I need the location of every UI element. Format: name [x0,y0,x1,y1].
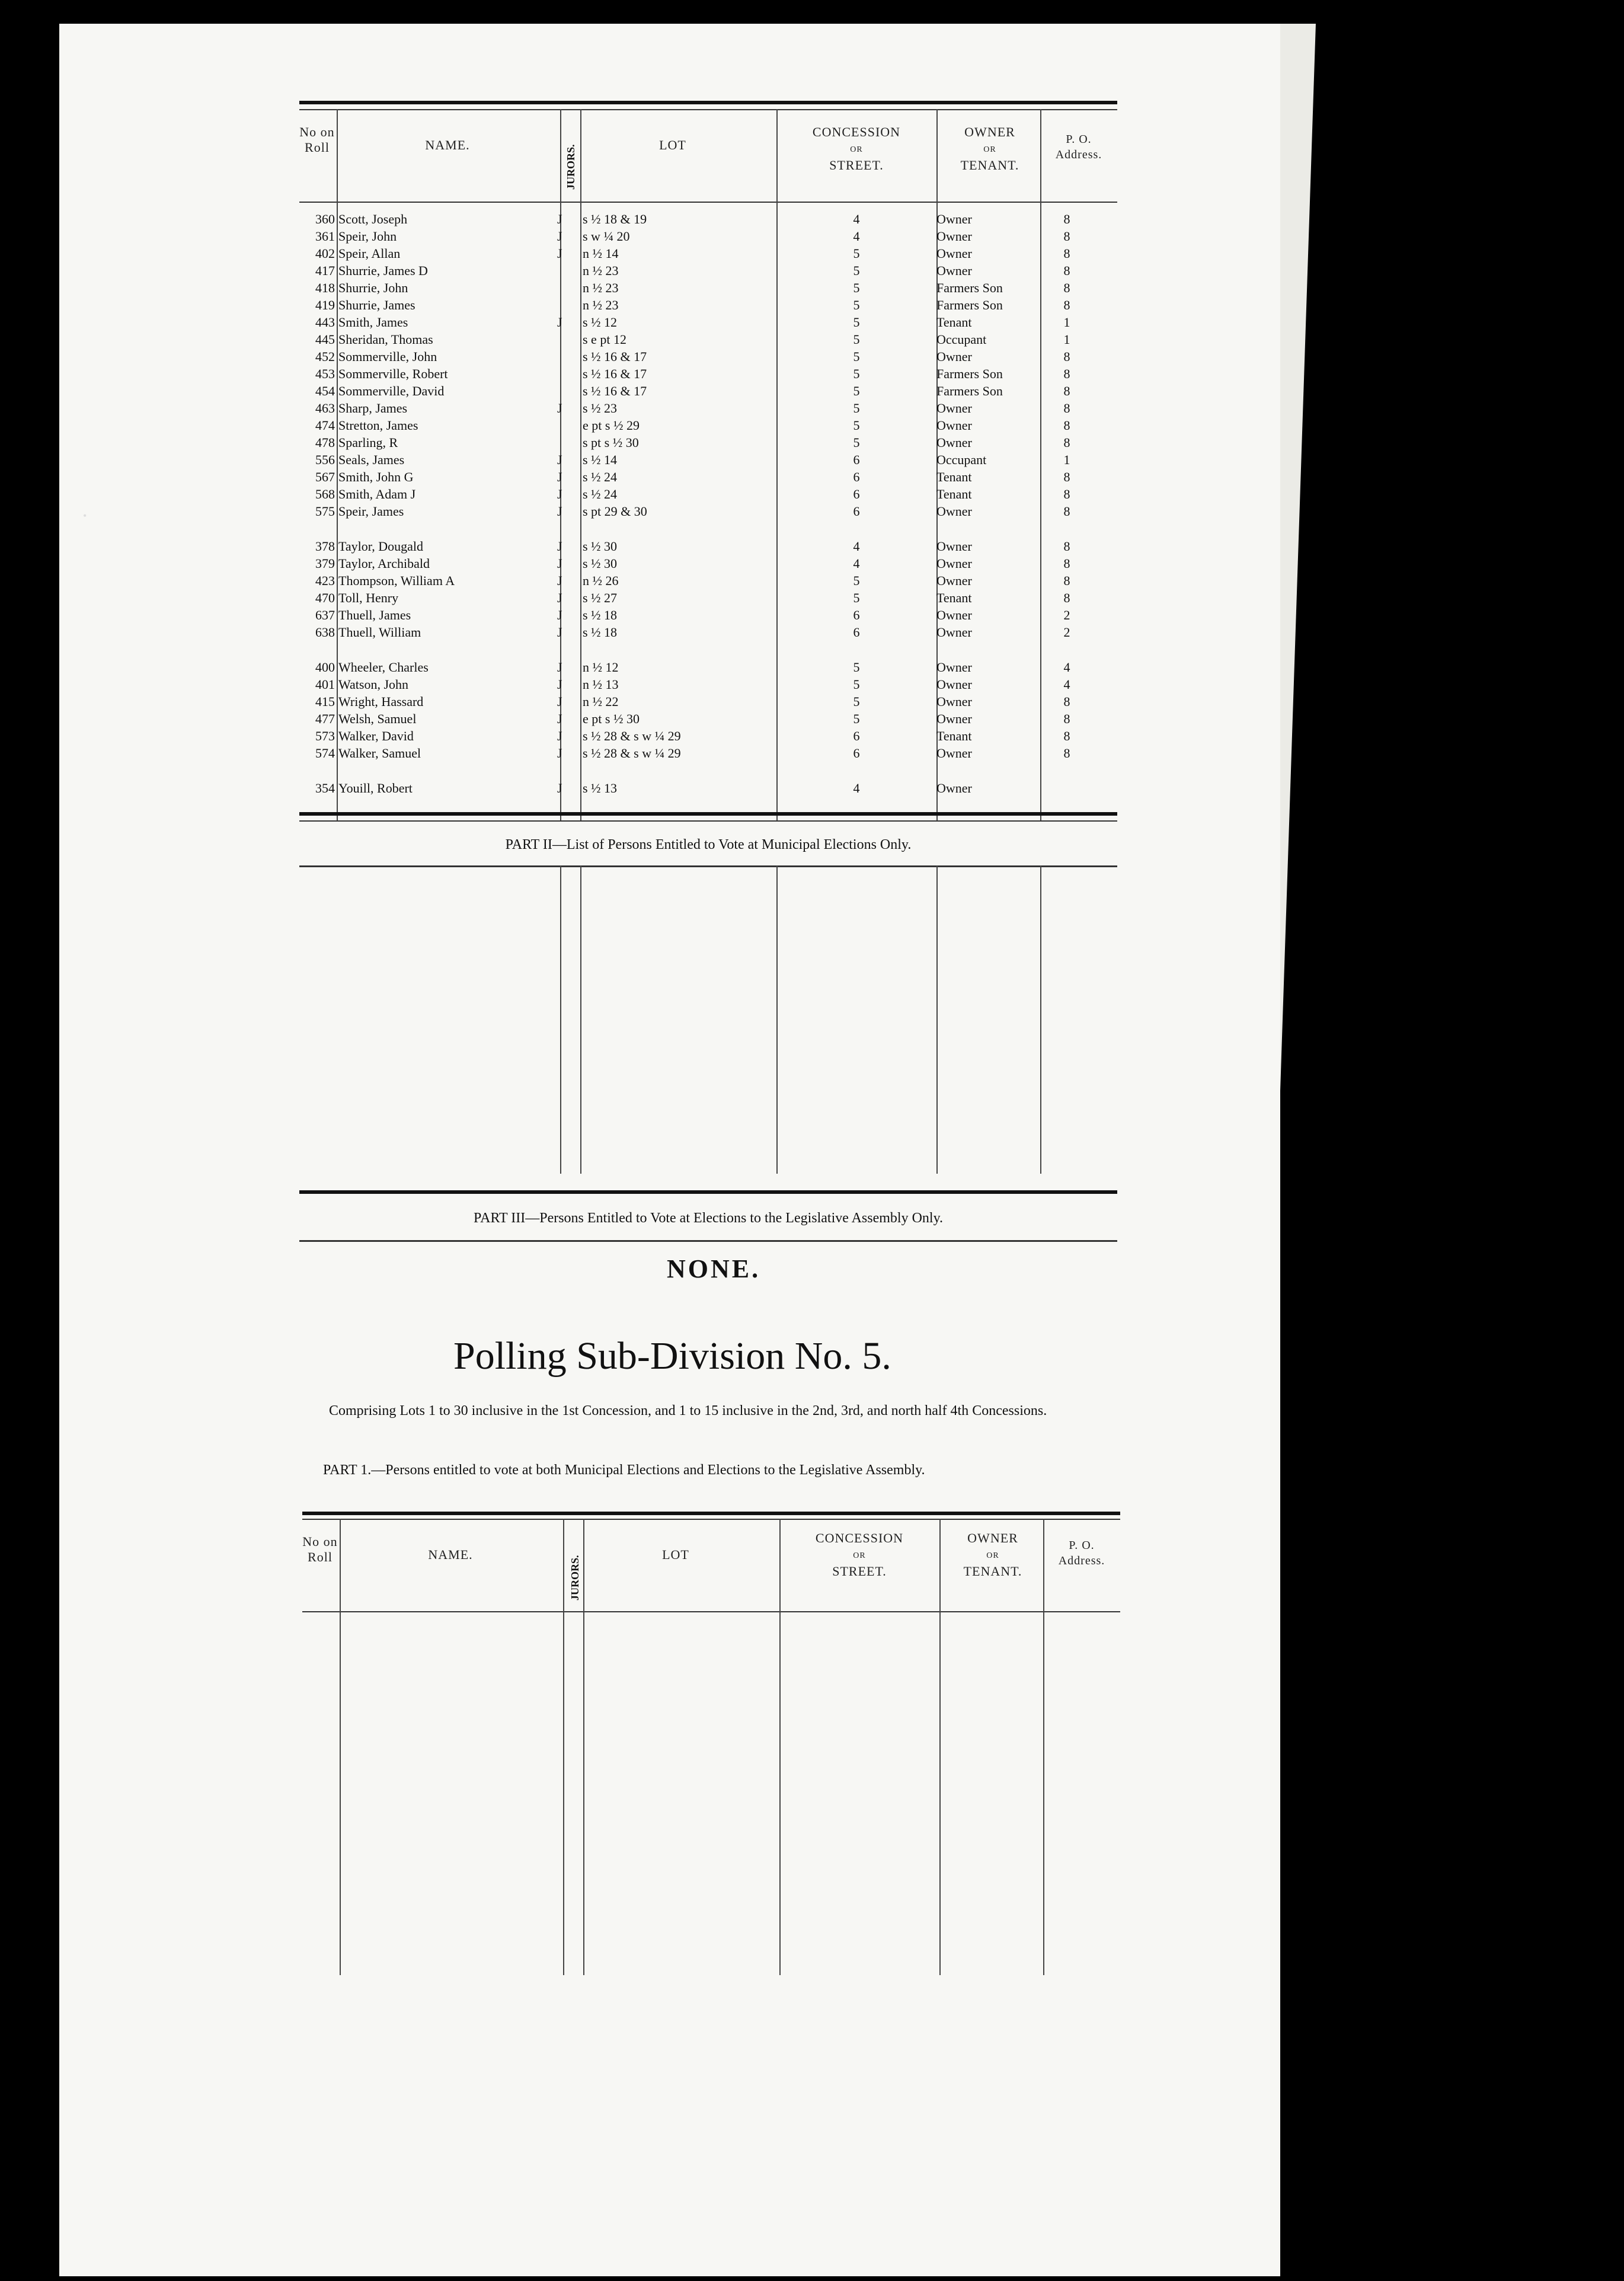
part-2-title: PART II—List of Persons Entitled to Vote at Municipal Elections Only. [505,837,912,852]
roll-number: 568 [315,487,335,501]
lot: s ½ 16 & 17 [583,349,647,364]
col-divider [1043,1519,1044,1975]
header-concession [779,124,934,173]
concession: 5 [853,366,860,381]
owner-tenant: Owner [936,746,972,761]
header-name: NAME. [428,1547,473,1562]
po-address: 8 [1063,384,1070,398]
roll-number: 454 [315,384,335,398]
po-address: 8 [1063,504,1070,519]
roll-number: 419 [315,298,335,312]
voter-name: Shurrie, James [338,298,415,312]
po-address: 8 [1063,556,1070,571]
header-rule [299,202,1117,203]
roll-number: 418 [315,280,335,295]
header-owner-tenant [942,1531,1043,1579]
voter-name: Sharp, James [338,401,408,416]
roll-number: 361 [315,229,335,244]
header-jurors: JURORS. [565,144,577,190]
po-address: 8 [1063,573,1070,588]
owner-tenant: Owner [936,573,972,588]
lot: n ½ 23 [583,298,619,312]
table-top-rule [302,1512,1120,1515]
owner-tenant: Owner [936,660,972,675]
concession: 6 [853,504,860,519]
lot: s ½ 18 & 19 [583,212,647,226]
lot: s ½ 30 [583,556,618,571]
concession: 5 [853,418,860,433]
roll-number: 445 [315,332,335,347]
voter-name: Wright, Hassard [338,694,424,709]
po-address: 2 [1063,608,1070,622]
lot: n ½ 14 [583,246,619,261]
concession: 4 [853,539,860,554]
owner-tenant: Owner [936,625,972,640]
col-divider [340,1519,341,1975]
po-address: 1 [1063,332,1070,347]
roll-number: 354 [315,781,335,796]
lot: s pt s ½ 30 [583,435,639,450]
juror-mark: J [557,315,562,330]
lot: s pt 29 & 30 [583,504,647,519]
po-address: 1 [1063,315,1070,330]
voter-name: Stretton, James [338,418,418,433]
roll-number: 417 [315,263,335,278]
roll-number: 574 [315,746,335,761]
po-address: 8 [1063,401,1070,416]
concession: 6 [853,608,860,622]
voter-name: Speir, John [338,229,397,244]
juror-mark: J [557,487,562,501]
header-street: STREET. [829,158,884,172]
col-divider [939,1519,941,1975]
voter-name: Thompson, William A [338,573,455,588]
voter-name: Toll, Henry [338,590,399,605]
owner-tenant: Farmers Son [936,384,1003,398]
concession: 5 [853,590,860,605]
po-address: 8 [1063,229,1070,244]
col-divider [560,865,561,1174]
owner-tenant: Occupant [936,332,987,347]
owner-tenant: Owner [936,781,972,796]
voter-name: Sommerville, Robert [338,366,448,381]
owner-tenant: Owner [936,694,972,709]
concession: 6 [853,487,860,501]
lot: n ½ 23 [583,263,619,278]
po-address: 2 [1063,625,1070,640]
po-address: 8 [1063,711,1070,726]
juror-mark: J [557,452,562,467]
roll-number: 478 [315,435,335,450]
owner-tenant: Owner [936,349,972,364]
table-top-rule-2 [302,1519,1120,1520]
po-address: 1 [1063,452,1070,467]
owner-tenant: Owner [936,435,972,450]
roll-number: 567 [315,469,335,484]
concession: 5 [853,660,860,675]
juror-mark: J [557,729,562,743]
roll-number: 573 [315,729,335,743]
po-address: 4 [1063,660,1070,675]
juror-mark: J [557,539,562,554]
concession: 6 [853,469,860,484]
voter-name: Walker, Samuel [338,746,421,761]
col-divider [776,109,778,820]
lot: e pt s ½ 29 [583,418,640,433]
voter-name: Seals, James [338,452,405,467]
lot: e pt s ½ 30 [583,711,640,726]
juror-mark: J [557,781,562,796]
juror-mark: J [557,401,562,416]
po-address: 8 [1063,694,1070,709]
header-no-on-roll: No on Roll [302,1534,338,1564]
header-or-2: OR [983,145,996,154]
roll-number: 575 [315,504,335,519]
owner-tenant: Owner [936,263,972,278]
table-top-rule-2 [299,109,1117,110]
voters-table-subdivision-5 [302,1512,1120,1986]
owner-tenant: Owner [936,711,972,726]
concession: 5 [853,349,860,364]
owner-tenant: Farmers Son [936,298,1003,312]
lot: n ½ 22 [583,694,619,709]
col-divider [580,109,581,820]
po-address: 8 [1063,366,1070,381]
header-rule [302,1611,1120,1612]
header-no-on-roll: No on Roll [299,124,335,155]
lot: s ½ 12 [583,315,618,330]
voter-name: Sheridan, Thomas [338,332,433,347]
owner-tenant: Owner [936,539,972,554]
lot: s ½ 18 [583,608,618,622]
po-address: 8 [1063,246,1070,261]
concession: 5 [853,573,860,588]
lot: s w ¼ 20 [583,229,630,244]
owner-tenant: Farmers Son [936,280,1003,295]
concession: 5 [853,280,860,295]
concession: 5 [853,694,860,709]
voter-name: Smith, Adam J [338,487,416,501]
col-divider [1040,865,1041,1174]
owner-tenant: Owner [936,504,972,519]
roll-number: 638 [315,625,335,640]
col-divider [337,109,338,820]
owner-tenant: Tenant [936,469,972,484]
voter-name: Speir, Allan [338,246,401,261]
voter-name: Watson, John [338,677,409,692]
juror-mark: J [557,660,562,675]
part-2-top-rule [299,865,1117,867]
concession: 4 [853,229,860,244]
none-heading: NONE. [667,1254,761,1283]
subdivision-title: Polling Sub-Division No. 5. [453,1334,891,1378]
folded-page-edge [1280,24,1316,1091]
col-divider [580,865,581,1174]
po-address: 8 [1063,349,1070,364]
juror-mark: J [557,469,562,484]
roll-number: 463 [315,401,335,416]
owner-tenant: Owner [936,212,972,226]
table-bottom-rule [299,812,1117,816]
po-address: 8 [1063,212,1070,226]
concession: 4 [853,781,860,796]
voter-name: Taylor, Dougald [338,539,423,554]
roll-number: 379 [315,556,335,571]
po-address: 8 [1063,539,1070,554]
lot: n ½ 23 [583,280,619,295]
roll-number: 556 [315,452,335,467]
lot: s ½ 16 & 17 [583,366,647,381]
roll-number: 474 [315,418,335,433]
concession: 4 [853,212,860,226]
po-address: 8 [1063,746,1070,761]
voter-name: Walker, David [338,729,414,743]
concession: 6 [853,729,860,743]
lot: s ½ 23 [583,401,618,416]
concession: 5 [853,332,860,347]
roll-number: 452 [315,349,335,364]
col-divider [1040,109,1041,820]
header-owner: OWNER [964,124,1015,139]
voter-name: Smith, James [338,315,408,330]
voter-name: Welsh, Samuel [338,711,417,726]
concession: 5 [853,711,860,726]
owner-tenant: Owner [936,608,972,622]
part-2-bottom-rule [299,1190,1117,1194]
header-tenant: TENANT. [960,158,1019,172]
voters-table-part-2 [299,865,1117,1197]
po-address: 4 [1063,677,1070,692]
po-address: 8 [1063,469,1070,484]
owner-tenant: Owner [936,229,972,244]
juror-mark: J [557,556,562,571]
header-jurors: JURORS. [569,1555,581,1600]
roll-number: 401 [315,677,335,692]
lot: s e pt 12 [583,332,626,347]
lot: s ½ 18 [583,625,618,640]
owner-tenant: Owner [936,418,972,433]
voter-name: Sparling, R [338,435,398,450]
header-address: Address. [1058,1554,1105,1567]
po-address: 8 [1063,435,1070,450]
voter-name: Youill, Robert [338,781,413,796]
po-address: 8 [1063,263,1070,278]
lot: s ½ 27 [583,590,618,605]
owner-tenant: Tenant [936,315,972,330]
lot: s ½ 28 & s w ¼ 29 [583,729,681,743]
header-or: OR [853,1551,866,1560]
voter-name: Scott, Joseph [338,212,408,226]
owner-tenant: Farmers Son [936,366,1003,381]
header-owner: OWNER [967,1531,1018,1545]
col-divider [776,865,778,1174]
lot: s ½ 14 [583,452,618,467]
concession: 5 [853,384,860,398]
concession: 6 [853,625,860,640]
concession: 5 [853,246,860,261]
roll-number: 470 [315,590,335,605]
juror-mark: J [557,504,562,519]
header-po: P. O. [1066,133,1092,146]
header-concession-label: CONCESSION [812,124,901,139]
table-bottom-rule-2 [299,820,1117,822]
po-address: 8 [1063,280,1070,295]
concession: 4 [853,556,860,571]
concession: 6 [853,746,860,761]
roll-number: 443 [315,315,335,330]
col-divider [779,1519,781,1975]
lot: s ½ 13 [583,781,618,796]
juror-mark: J [557,212,562,226]
voter-name: Thuell, William [338,625,421,640]
comprising-paragraph: Comprising Lots 1 to 30 inclusive in the 1st Concession, and 1 to 15 inclusive in the 2nd, 3rd, and north half 4th Concessions. [329,1403,1047,1419]
voter-name: Thuell, James [338,608,411,622]
table-top-rule [299,101,1117,104]
roll-number: 360 [315,212,335,226]
po-address: 8 [1063,729,1070,743]
juror-mark: J [557,677,562,692]
lot: n ½ 26 [583,573,619,588]
lot: s ½ 24 [583,487,618,501]
voter-name: Taylor, Archibald [338,556,430,571]
col-divider [563,1519,564,1975]
roll-number: 637 [315,608,335,622]
voter-name: Smith, John G [338,469,414,484]
header-name: NAME. [425,138,470,152]
juror-mark: J [557,608,562,622]
concession: 6 [853,452,860,467]
header-or-2: OR [986,1551,999,1560]
juror-mark: J [557,625,562,640]
header-address: Address. [1055,148,1102,161]
voter-name: Shurrie, John [338,280,408,295]
juror-mark: J [557,229,562,244]
juror-mark: J [557,694,562,709]
roll-number: 402 [315,246,335,261]
po-address: 8 [1063,590,1070,605]
roll-number: 378 [315,539,335,554]
po-address: 8 [1063,418,1070,433]
owner-tenant: Tenant [936,729,972,743]
header-owner-tenant [939,124,1040,173]
part-3-title: PART III—Persons Entitled to Vote at Elections to the Legislative Assembly Only. [473,1210,944,1226]
header-lot: LOT [659,138,686,152]
part-3-rule [299,1240,1117,1242]
part-1-title: PART 1.—Persons entitled to vote at both Municipal Elections and Elections to the Legislative Assembly. [323,1462,925,1478]
concession: 5 [853,315,860,330]
owner-tenant: Owner [936,401,972,416]
owner-tenant: Owner [936,246,972,261]
voter-name: Sommerville, David [338,384,445,398]
header-street: STREET. [832,1564,887,1579]
header-lot: LOT [662,1547,689,1562]
lot: n ½ 13 [583,677,619,692]
juror-mark: J [557,246,562,261]
voter-name: Sommerville, John [338,349,437,364]
header-po-address [1046,132,1111,162]
roll-number: 477 [315,711,335,726]
juror-mark: J [557,711,562,726]
po-address: 8 [1063,487,1070,501]
header-or: OR [850,145,863,154]
voter-name: Wheeler, Charles [338,660,429,675]
lot: n ½ 12 [583,660,619,675]
owner-tenant: Owner [936,556,972,571]
header-po-address [1049,1538,1114,1568]
concession: 5 [853,677,860,692]
header-concession [782,1531,936,1579]
col-divider [936,865,938,1174]
header-concession-label: CONCESSION [815,1531,904,1545]
roll-number: 453 [315,366,335,381]
owner-tenant: Occupant [936,452,987,467]
col-divider [583,1519,584,1975]
concession: 5 [853,263,860,278]
voters-table-1 [299,101,1117,824]
lot: s ½ 30 [583,539,618,554]
header-tenant: TENANT. [963,1564,1022,1579]
owner-tenant: Tenant [936,590,972,605]
speck: • [83,510,87,522]
roll-number: 423 [315,573,335,588]
owner-tenant: Tenant [936,487,972,501]
roll-number: 400 [315,660,335,675]
concession: 5 [853,298,860,312]
voter-name: Shurrie, James D [338,263,428,278]
concession: 5 [853,401,860,416]
lot: s ½ 24 [583,469,618,484]
lot: s ½ 16 & 17 [583,384,647,398]
owner-tenant: Owner [936,677,972,692]
po-address: 8 [1063,298,1070,312]
juror-mark: J [557,590,562,605]
voter-name: Speir, James [338,504,404,519]
roll-number: 415 [315,694,335,709]
header-po: P. O. [1069,1539,1095,1552]
juror-mark: J [557,573,562,588]
lot: s ½ 28 & s w ¼ 29 [583,746,681,761]
juror-mark: J [557,746,562,761]
concession: 5 [853,435,860,450]
